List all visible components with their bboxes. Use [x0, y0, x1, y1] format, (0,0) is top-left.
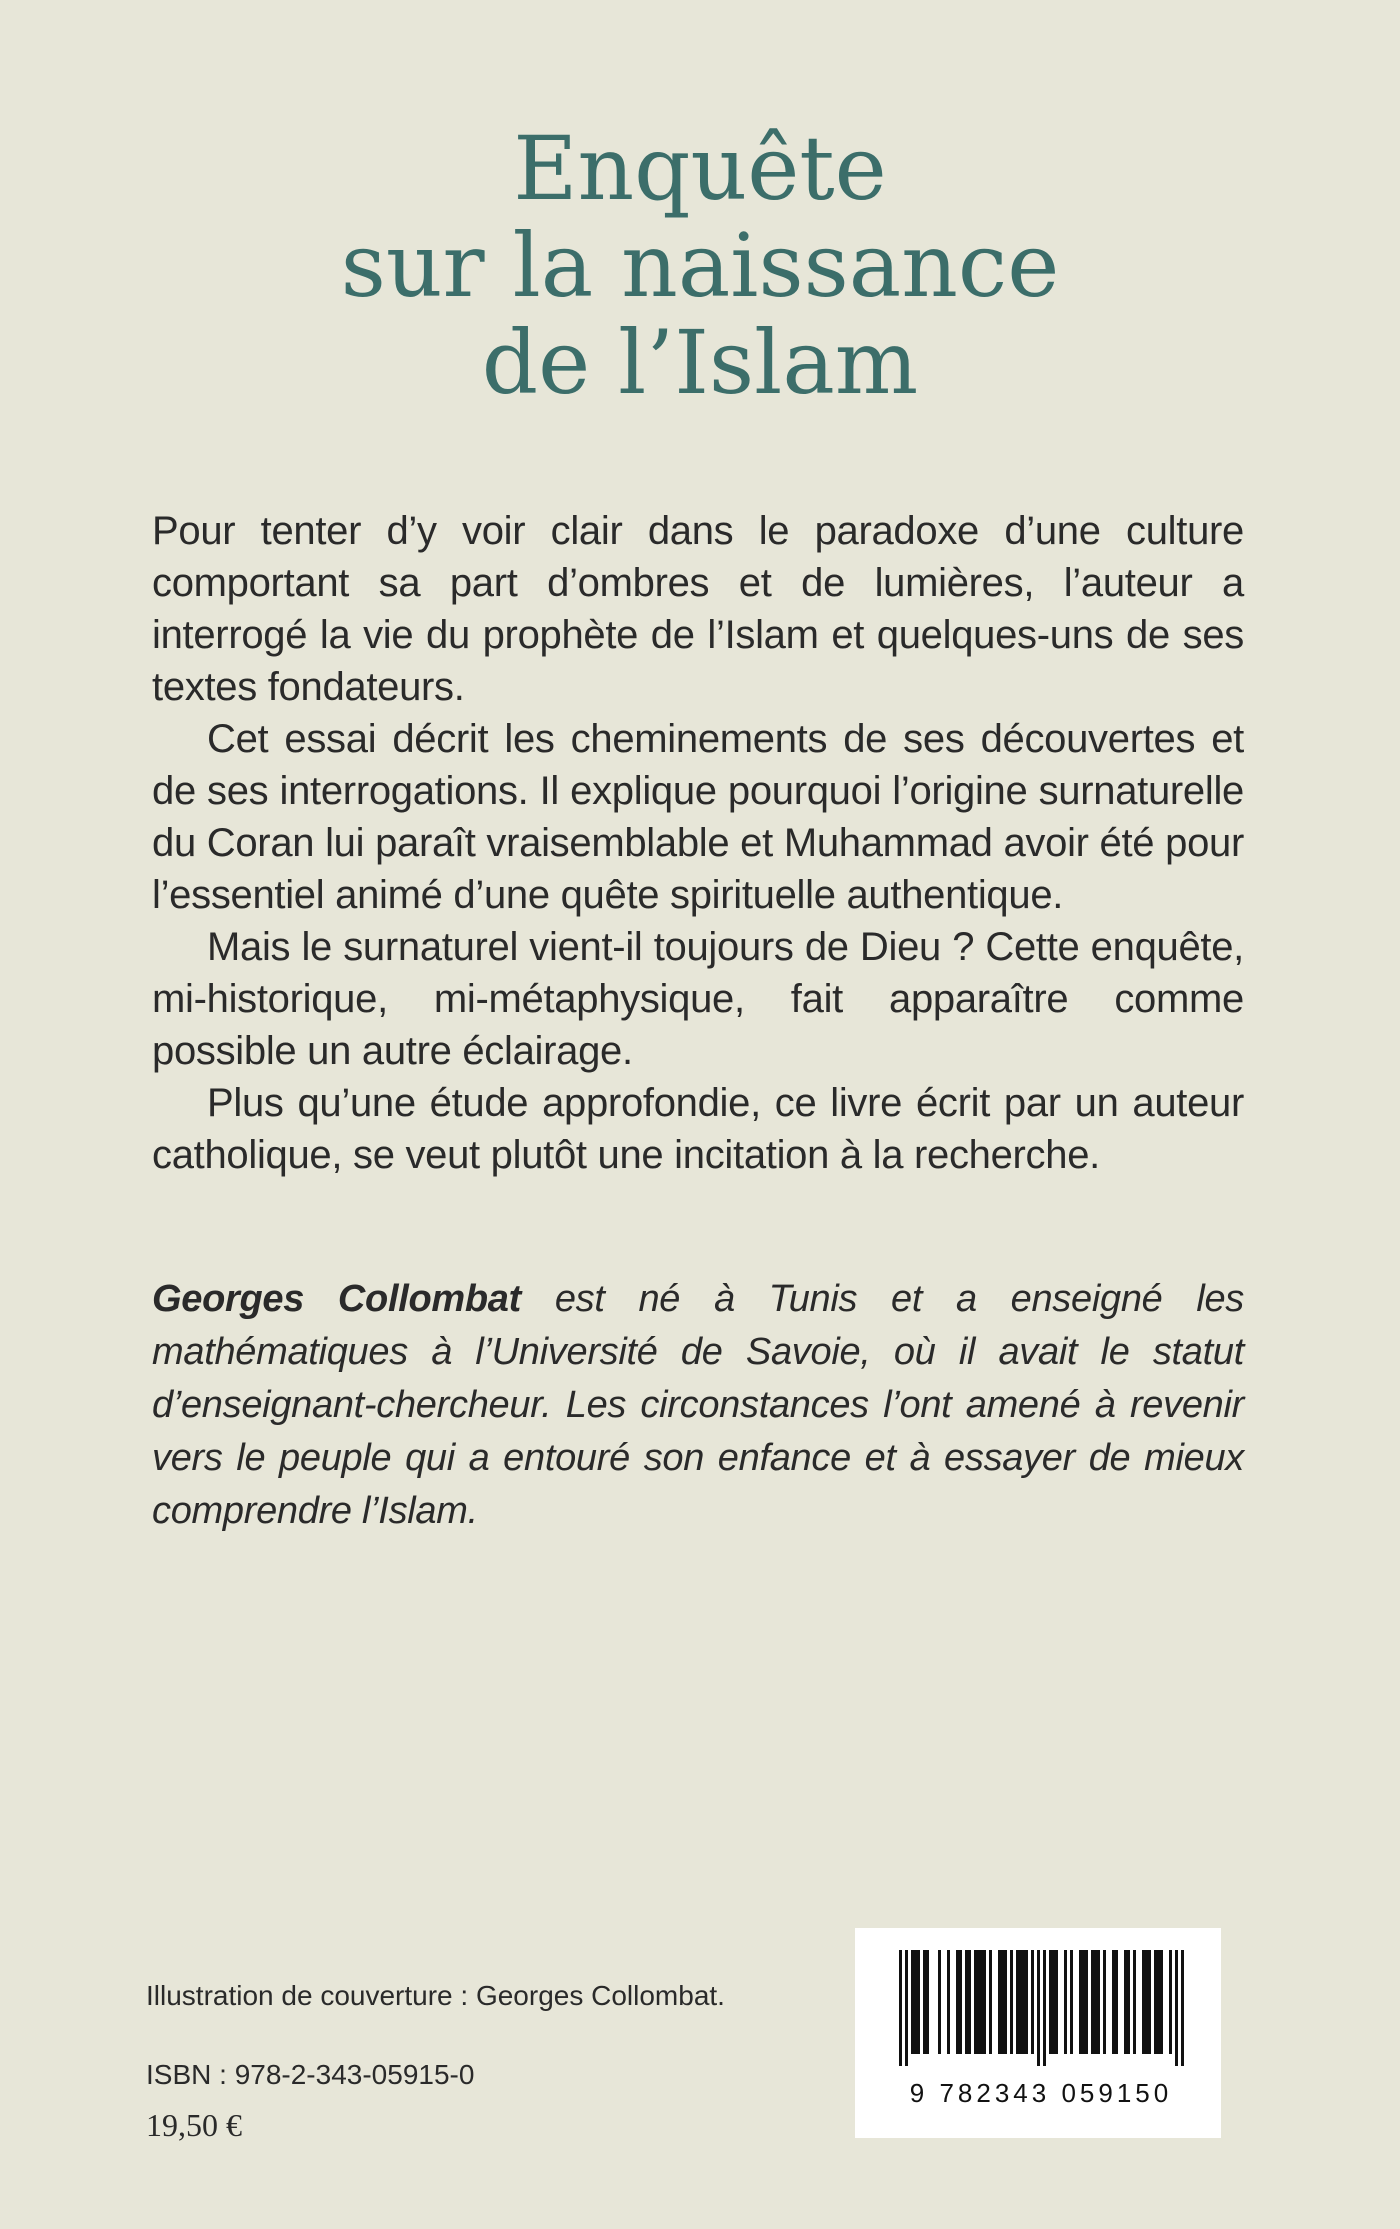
- barcode-bar: [974, 1950, 977, 2054]
- barcode-bar: [1112, 1950, 1115, 2054]
- barcode-bar: [977, 1950, 980, 2054]
- barcode-bar: [1094, 1950, 1097, 2054]
- synopsis: [152, 505, 1244, 1181]
- barcode-bar: [983, 1950, 986, 2054]
- barcode: [855, 1928, 1221, 2138]
- barcode-bar: [1085, 1950, 1088, 2054]
- barcode-bar: [1064, 1950, 1067, 2054]
- title-line-2: sur la naissance: [340, 214, 1060, 317]
- barcode-bar: [959, 1950, 962, 2054]
- title-line-1: Enquête: [513, 117, 887, 220]
- barcode-bar: [1022, 1950, 1025, 2054]
- barcode-bar: [1019, 1950, 1022, 2054]
- barcode-bar: [923, 1950, 926, 2054]
- barcode-bar: [998, 1950, 1001, 2054]
- barcode-bar: [1154, 1950, 1157, 2054]
- barcode-bar: [1133, 1950, 1136, 2054]
- barcode-bar: [917, 1950, 920, 2054]
- barcode-bar: [1175, 1950, 1178, 2066]
- barcode-bar: [1025, 1950, 1028, 2054]
- barcode-bar: [1157, 1950, 1160, 2054]
- barcode-bar: [1055, 1950, 1058, 2054]
- barcode-bar: [1016, 1950, 1019, 2054]
- barcode-bar: [968, 1950, 971, 2054]
- synopsis-paragraph-1: Pour tenter d’y voir clair dans le paradoxe d’une culture comportant sa part d’ombres et de lumières, l’auteur a interrogé la vie du prophète de l’Islam et quelques-uns de ses textes fondateurs.: [152, 509, 1244, 709]
- barcode-bar: [1043, 1950, 1046, 2066]
- barcode-bar: [914, 1950, 917, 2054]
- barcode-bar: [965, 1950, 968, 2054]
- barcode-bar: [980, 1950, 983, 2054]
- cover-illustration-credit: Illustration de couverture : Georges Collombat.: [146, 1980, 725, 2011]
- barcode-bar: [899, 1950, 902, 2066]
- barcode-bar: [1010, 1950, 1013, 2054]
- barcode-bar: [1001, 1950, 1004, 2054]
- barcode-bar: [1082, 1950, 1085, 2054]
- barcode-bar: [1142, 1950, 1145, 2054]
- barcode-bar: [989, 1950, 992, 2054]
- barcode-bar: [1145, 1950, 1148, 2054]
- barcode-bar: [1160, 1950, 1163, 2054]
- author-bio: [152, 1273, 1244, 1538]
- barcode-bar: [1031, 1950, 1034, 2054]
- barcode-bar: [1127, 1950, 1130, 2054]
- synopsis-paragraph-4: Plus qu’une étude approfondie, ce livre écrit par un auteur catholique, se veut plutôt une incitation à la recherche.: [152, 1081, 1244, 1177]
- barcode-bar: [1004, 1950, 1007, 2054]
- barcode-bar: [1079, 1950, 1082, 2054]
- barcode-bar: [1097, 1950, 1100, 2054]
- barcode-bar: [938, 1950, 941, 2054]
- synopsis-paragraph-3: Mais le surnaturel vient-il toujours de Dieu ? Cette enquête, mi-historique, mi-métaphysique, fait apparaître comme possible un autre éclairage.: [152, 925, 1244, 1073]
- price: 19,50 €: [146, 2107, 242, 2143]
- barcode-bar: [956, 1950, 959, 2054]
- barcode-bar: [1169, 1950, 1172, 2054]
- barcode-digits: 9 782343 059150: [909, 2078, 1173, 2108]
- author-bio-text: est né à Tunis et a enseigné les mathématiques à l’Université de Savoie, où il avait le statut d’enseignant-chercheur. Les circonstances l’ont amené à revenir vers le peuple qui a entouré son enfance et à essayer de mieux comprendre l’Islam.: [152, 1278, 1244, 1532]
- barcode-bars: [855, 1928, 1221, 2078]
- barcode-bar: [905, 1950, 908, 2066]
- barcode-bar: [1049, 1950, 1052, 2054]
- barcode-bar: [1181, 1950, 1184, 2066]
- book-title: [0, 117, 1400, 414]
- isbn: ISBN : 978-2-343-05915-0: [146, 2059, 475, 2090]
- barcode-bar: [1070, 1950, 1073, 2054]
- barcode-bar: [1037, 1950, 1040, 2066]
- barcode-bar: [1052, 1950, 1055, 2054]
- author-name: Georges Collombat: [152, 1278, 521, 1320]
- barcode-bar: [947, 1950, 950, 2054]
- barcode-bar: [911, 1950, 914, 2054]
- barcode-bar: [1103, 1950, 1106, 2054]
- barcode-bar: [926, 1950, 929, 2054]
- barcode-bar: [1124, 1950, 1127, 2054]
- synopsis-paragraph-2: Cet essai décrit les cheminements de ses découvertes et de ses interrogations. Il explique pourquoi l’origine surnaturelle du Coran lui paraît vraisemblable et Muhammad avoir été pour l’essentiel animé d’une quête spirituelle authentique.: [152, 717, 1244, 917]
- barcode-bar: [1091, 1950, 1094, 2054]
- title-line-3: de l’Islam: [481, 311, 919, 414]
- barcode-bar: [1148, 1950, 1151, 2054]
- barcode-bar: [1115, 1950, 1118, 2054]
